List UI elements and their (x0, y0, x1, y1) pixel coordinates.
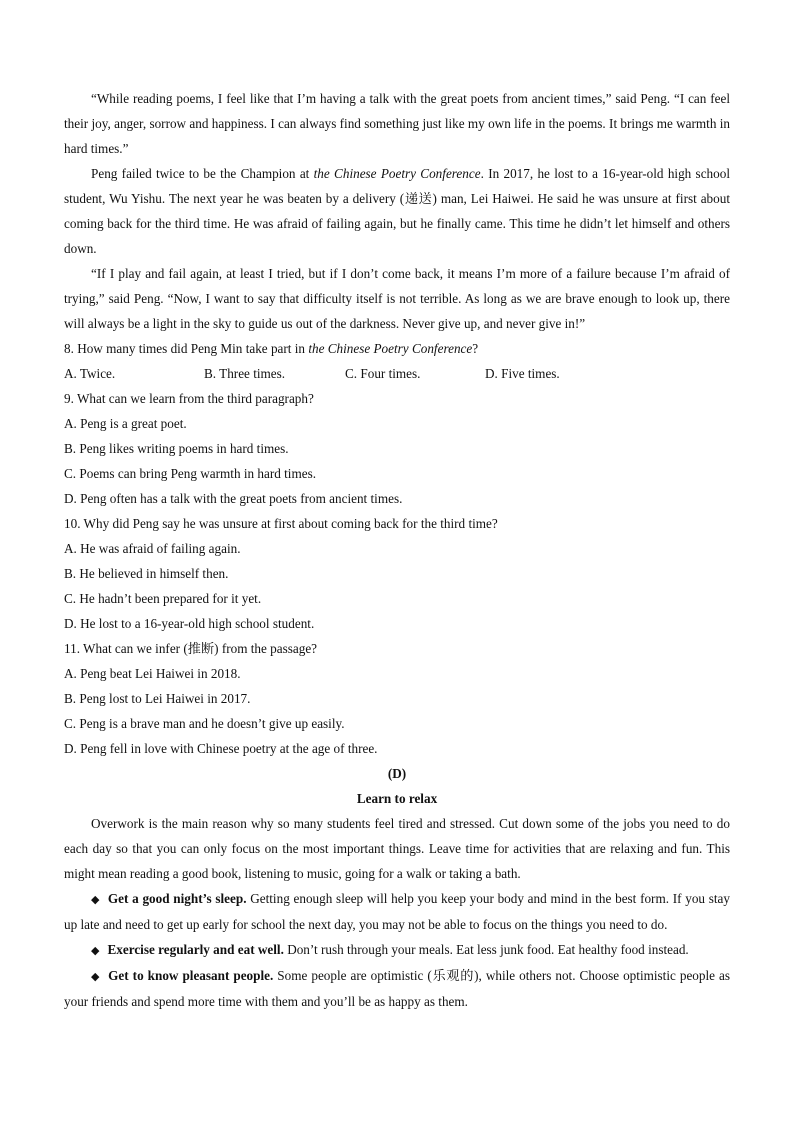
diamond-bullet-icon: ◆ (91, 893, 100, 906)
question-8-options (64, 361, 730, 386)
question-8-option-a: A. Twice. (64, 366, 116, 381)
passage-d-intro: Overwork is the main reason why so many students feel tired and stressed. Cut down some of the jobs you need to do each day so that you can only focus on the most important things. Leave time for activities that are relaxing and fun. This might mean reading a good book, listening to music, going for a walk or taking a bath. (64, 816, 730, 881)
tip-heading: Get a good night’s sleep. (107, 891, 247, 906)
document-page (64, 86, 730, 1014)
tip-heading: Get to know pleasant people. (108, 968, 274, 983)
question-8-option-b: B. Three times. (204, 366, 286, 381)
diamond-bullet-icon: ◆ (91, 944, 100, 957)
question-8-stem-b: ? (472, 341, 479, 356)
tip-heading: Exercise regularly and eat well. (107, 942, 284, 957)
passage-c-paragraph-1: “While reading poems, I feel like that I’m having a talk with the great poets from ancient times,” said Peng. “I can feel their joy, anger, sorrow and happiness. I can always find something just like my own life in the poems. It brings me warmth in hard times.” (64, 91, 730, 156)
diamond-bullet-icon: ◆ (91, 970, 101, 983)
tip-text: Don’t rush through your meals. Eat less junk food. Eat healthy food instead. (283, 942, 689, 957)
question-8-stem-italic: the Chinese Poetry Conference (308, 341, 473, 356)
tip-sleep (64, 886, 730, 937)
conference-name: the Chinese Poetry Conference (313, 166, 481, 181)
question-10-option-d: D. He lost to a 16-year-old high school student. (64, 616, 315, 631)
question-11-stem: 11. What can we infer (推断) from the passage? (64, 641, 318, 656)
tip-text: Some people are optimistic (乐观的), while others not. Choose optimistic people as your friends and spend more time with them and you’ll be as happy as them. (64, 968, 730, 1009)
question-9-stem: 9. What can we learn from the third paragraph? (64, 391, 314, 406)
question-8-option-c: C. Four times. (345, 366, 421, 381)
question-9-option-c: C. Poems can bring Peng warmth in hard times. (64, 466, 316, 481)
question-11-option-b: B. Peng lost to Lei Haiwei in 2017. (64, 691, 251, 706)
tip-text: Getting enough sleep will help you keep your body and mind in the best form. If you stay up late and need to get up early for school the next day, you may not be able to focus on the things you need to do. (64, 891, 730, 932)
passage-c-paragraph-3: “If I play and fail again, at least I tried, but if I don’t come back, it means I’m more of a failure because I’m afraid of trying,” said Peng. “Now, I want to say that difficulty itself is not terrible. As long as we are brave enough to look up, there will always be a light in the sky to guide us out of the darkness. Never give up, and never give in!” (64, 266, 730, 331)
question-11-option-d: D. Peng fell in love with Chinese poetry at the age of three. (64, 741, 378, 756)
passage-c-paragraph-2 (64, 161, 730, 261)
question-10-option-c: C. He hadn’t been prepared for it yet. (64, 591, 262, 606)
section-label: (D) (387, 766, 407, 781)
question-9-option-a: A. Peng is a great poet. (64, 416, 187, 431)
question-8-stem-a: 8. How many times did Peng Min take part in (64, 341, 309, 356)
paragraph-2-text-b: . In 2017, he lost to a 16-year-old high school student, Wu Yishu. The next year he was beaten by a delivery (递送) man, Lei Haiwei. He said he was unsure at first about coming back for the third time. He was afraid of failing again, but he finally came. This time he didn’t let himself and others down. (64, 166, 730, 256)
question-11-option-c: C. Peng is a brave man and he doesn’t give up easily. (64, 716, 345, 731)
question-10-option-a: A. He was afraid of failing again. (64, 541, 241, 556)
question-10-stem: 10. Why did Peng say he was unsure at first about coming back for the third time? (64, 516, 498, 531)
passage-d-title: Learn to relax (356, 791, 438, 806)
paragraph-2-text-a: Peng failed twice to be the Champion at (91, 166, 314, 181)
question-9-option-d: D. Peng often has a talk with the great poets from ancient times. (64, 491, 403, 506)
question-11-option-a: A. Peng beat Lei Haiwei in 2018. (64, 666, 241, 681)
question-9-option-b: B. Peng likes writing poems in hard times. (64, 441, 289, 456)
question-8-stem (64, 336, 730, 361)
tip-people (64, 963, 730, 1014)
question-10-option-b: B. He believed in himself then. (64, 566, 229, 581)
question-8-option-d: D. Five times. (485, 366, 560, 381)
tip-exercise (64, 937, 730, 963)
